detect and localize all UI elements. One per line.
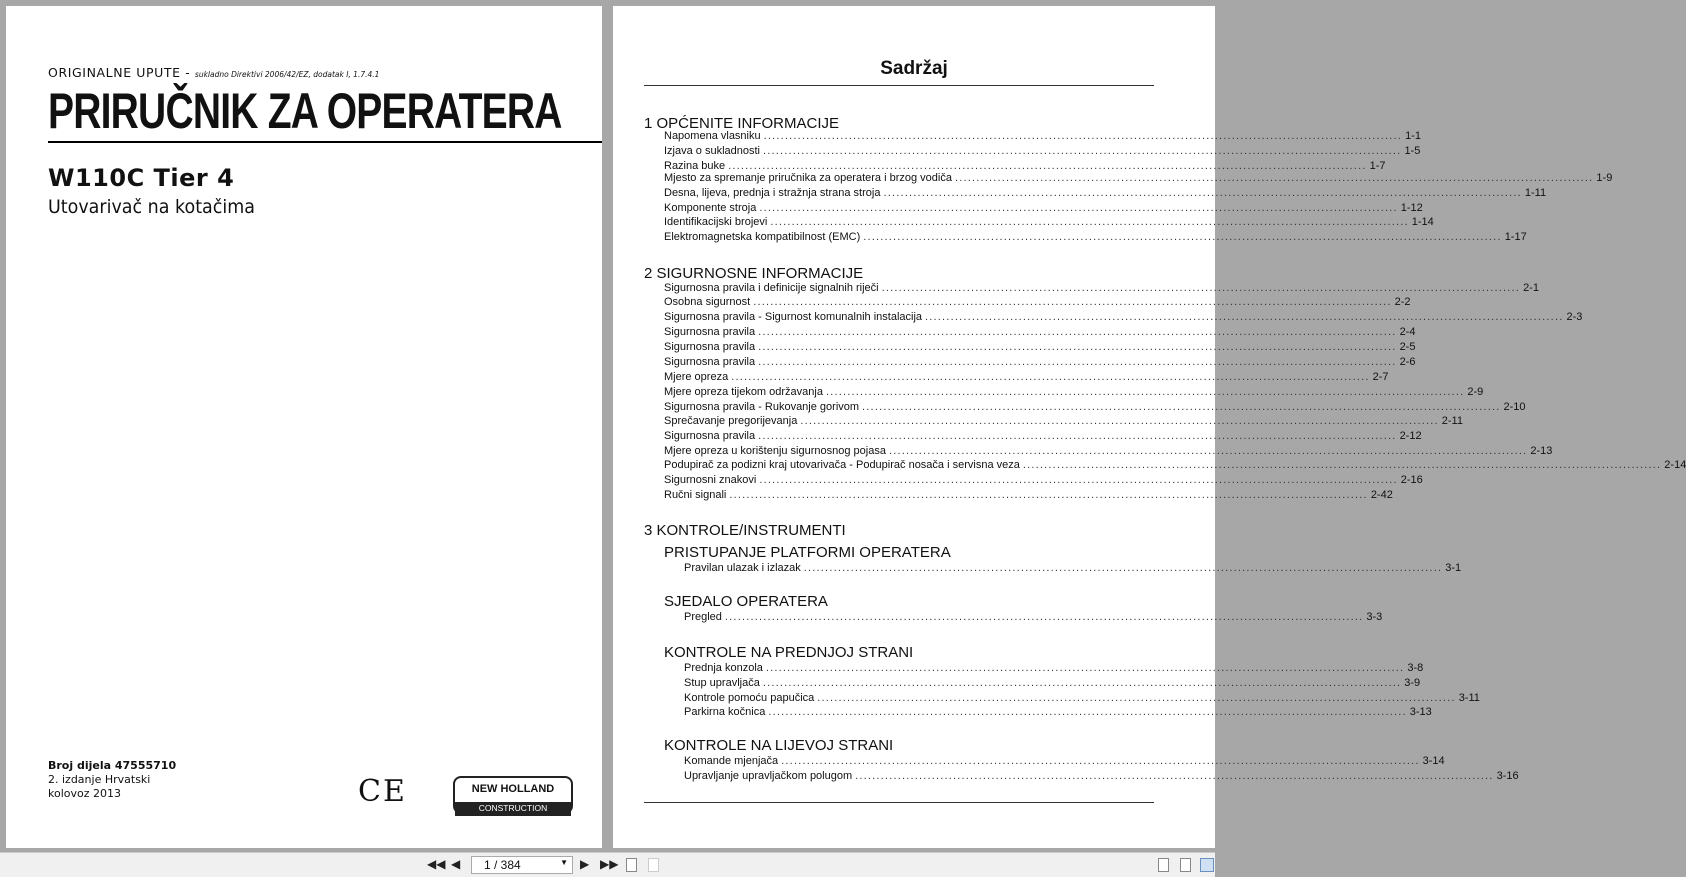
toc-entry-title: Stup upravljača — [684, 677, 760, 689]
toc-entry-title: Sigurnosna pravila — [664, 430, 756, 442]
machine-type: Utovarivač na kotačima — [48, 196, 255, 218]
toc-page-number: 3-8 — [1407, 662, 1424, 674]
dot-leader: ...................................................................................................................................................... — [881, 282, 1521, 294]
dot-leader: ...................................................................................................................................................... — [817, 692, 1456, 704]
toc-page-number: 2-2 — [1394, 296, 1411, 308]
toc-entry[interactable] — [684, 770, 1519, 783]
last-page-button[interactable]: ▶▶ — [600, 857, 619, 871]
toc-page-number: 2-42 — [1370, 489, 1393, 501]
toc-entry-title: Upravljanje upravljačkom polugom — [684, 770, 853, 782]
dot-leader: ...................................................................................................................................................... — [954, 172, 1594, 184]
toc-page-number: 1-12 — [1400, 202, 1423, 214]
footer-rule — [644, 802, 1154, 803]
toc-entry-title: Identifikacijski brojevi — [664, 216, 768, 228]
toc-entry-title: Elektromagnetska kompatibilnost (EMC) — [664, 231, 861, 243]
toc-entry[interactable] — [684, 662, 1424, 675]
dot-leader: ...................................................................................................................................................... — [728, 160, 1367, 172]
toc-page-number: 1-5 — [1404, 145, 1421, 157]
toc-entry[interactable] — [664, 371, 1389, 384]
toc-entry-title: Pravilan ulazak i izlazak — [684, 562, 801, 574]
toc-subsection[interactable]: KONTROLE NA PREDNJOJ STRANI — [664, 644, 914, 661]
toc-entry-title: Napomena vlasniku — [664, 130, 761, 142]
heading-rule — [644, 85, 1154, 86]
toc-entry[interactable] — [664, 172, 1613, 185]
toc-page-number: 3-3 — [1366, 611, 1383, 623]
toc-page-number: 2-3 — [1566, 311, 1583, 323]
toc-entry[interactable] — [684, 562, 1462, 575]
toc-entry[interactable] — [664, 415, 1463, 428]
toc-entry[interactable] — [664, 216, 1434, 229]
toc-page-number: 2-13 — [1530, 445, 1553, 457]
dot-leader: ...................................................................................................................................................... — [758, 326, 1397, 338]
toc-entry[interactable] — [664, 356, 1416, 369]
toc-entry[interactable] — [664, 474, 1423, 487]
dot-leader: ...................................................................................................................................................... — [759, 474, 1398, 486]
toc-page-number: 1-7 — [1369, 160, 1386, 172]
two-page-view-icon[interactable] — [1200, 858, 1214, 872]
dot-leader: ...................................................................................................................................................... — [863, 231, 1502, 243]
toc-page-number: 3-14 — [1422, 755, 1445, 767]
dot-leader: ...................................................................................................................................................... — [758, 356, 1397, 368]
dot-leader: ...................................................................................................................................................... — [731, 371, 1370, 383]
toc-entry-title: Komande mjenjača — [684, 755, 779, 767]
dot-leader: ...................................................................................................................................................... — [825, 386, 1465, 398]
toc-entry-title: Mjere opreza — [664, 371, 729, 383]
toc-page-number: 2-1 — [1523, 282, 1539, 294]
toc-page-number: 1-11 — [1524, 187, 1547, 199]
fit-width-icon[interactable] — [648, 858, 659, 872]
toc-page-number: 2-11 — [1441, 415, 1463, 427]
edition: 2. izdanje Hrvatski — [48, 773, 151, 786]
toc-page-number: 2-5 — [1399, 341, 1416, 353]
dot-leader: ...................................................................................................................................................... — [759, 202, 1398, 214]
toc-entry-title: Sigurnosna pravila - Sigurnost komunalnih instalacija — [664, 311, 923, 323]
page-indicator: 1 / 384 — [484, 858, 521, 872]
toc-page-number: 3-16 — [1496, 770, 1519, 782]
toc-entry-title: Sigurnosna pravila — [664, 326, 756, 338]
cover-page — [6, 6, 602, 848]
toc-entry[interactable] — [664, 145, 1421, 158]
toc-entry[interactable] — [664, 341, 1416, 354]
dot-leader: ...................................................................................................................................................... — [758, 341, 1397, 353]
toc-entry-title: Prednja konzola — [684, 662, 763, 674]
dot-leader: ...................................................................................................................................................... — [753, 296, 1392, 308]
previous-page-button[interactable]: ◀ — [451, 857, 461, 871]
dot-leader: ...................................................................................................................................................... — [770, 216, 1409, 228]
toc-page-number: 2-10 — [1503, 401, 1526, 413]
viewer-toolbar — [0, 852, 1215, 877]
publication-info — [48, 759, 176, 801]
toc-entry[interactable] — [664, 202, 1423, 215]
toc-entry[interactable] — [684, 611, 1383, 624]
dot-leader: ...................................................................................................................................................... — [763, 130, 1403, 142]
toc-entry-title: Komponente stroja — [664, 202, 757, 214]
toc-page-number: 3-11 — [1458, 692, 1480, 704]
contents-heading: Sadržaj — [880, 58, 948, 79]
toc-entry-title: Mjere opreza u korištenju sigurnosnog pojasa — [664, 445, 886, 457]
toc-entry[interactable] — [664, 489, 1393, 502]
dot-leader: ...................................................................................................................................................... — [925, 311, 1564, 323]
dot-leader: ...................................................................................................................................................... — [729, 489, 1368, 501]
ce-mark-icon: CE — [358, 774, 407, 809]
toc-entry[interactable] — [684, 692, 1480, 705]
toc-entry-title: Podupirač za podizni kraj utovarivača - Podupirač nosača i servisna veza — [664, 459, 1020, 471]
toc-entry[interactable] — [664, 326, 1416, 339]
toc-entry[interactable] — [684, 706, 1432, 719]
toc-page-number: 2-9 — [1467, 386, 1484, 398]
toc-entry-title: Ručni signali — [664, 489, 727, 501]
toc-entry-title: Sprečavanje pregorijevanja — [664, 415, 798, 427]
toc-entry-title: Sigurnosna pravila i definicije signalnih riječi — [664, 282, 879, 294]
toc-section[interactable]: 1 OPĆENITE INFORMACIJE — [644, 115, 840, 132]
toc-section[interactable]: 2 SIGURNOSNE INFORMACIJE — [644, 265, 864, 282]
title-rule — [48, 141, 602, 143]
toc-entry-title: Sigurnosni znakovi — [664, 474, 757, 486]
toc-entry[interactable] — [664, 445, 1553, 458]
logo-division: CONSTRUCTION — [455, 802, 571, 816]
toc-entry[interactable] — [684, 677, 1421, 690]
toc-entry[interactable] — [664, 130, 1421, 143]
model-name: W110C Tier 4 — [48, 164, 235, 192]
toc-entry[interactable] — [664, 430, 1422, 443]
toc-entry[interactable] — [664, 296, 1411, 309]
toc-page-number: 1-14 — [1411, 216, 1434, 228]
toc-subsection[interactable]: PRISTUPANJE PLATFORMI OPERATERA — [664, 544, 951, 561]
toc-page-number: 2-4 — [1399, 326, 1416, 338]
dot-leader: ...................................................................................................................................................... — [888, 445, 1528, 457]
original-label: ORIGINALNE UPUTE - — [48, 65, 195, 80]
dot-leader: ...................................................................................................................................................... — [781, 755, 1420, 767]
manual-title: PRIRUČNIK ZA OPERATERA — [48, 83, 562, 139]
next-page-button[interactable]: ▶ — [580, 857, 590, 871]
contents-page — [613, 6, 1686, 848]
dot-leader: ...................................................................................................................................................... — [724, 611, 1364, 623]
toc-subsection[interactable]: KONTROLE NA LIJEVOJ STRANI — [664, 737, 894, 754]
toc-entry[interactable] — [664, 401, 1526, 414]
dot-leader: ...................................................................................................................................................... — [762, 677, 1402, 689]
chevron-down-icon[interactable]: ▼ — [560, 858, 568, 867]
fit-page-icon[interactable] — [626, 858, 637, 872]
toc-entry-title: Kontrole pomoću papučica — [684, 692, 815, 704]
toc-entry-title: Sigurnosna pravila — [664, 356, 756, 368]
toc-subsection[interactable]: SJEDALO OPERATERA — [664, 593, 828, 610]
page-number-input[interactable] — [471, 856, 573, 874]
toc-entry-title: Pregled — [684, 611, 722, 623]
toc-entry-title: Sigurnosna pravila - Rukovanje gorivom — [664, 401, 860, 413]
new-holland-logo — [453, 776, 573, 814]
toc-page-number: 2-14 — [1664, 459, 1686, 471]
logo-brand: NEW HOLLAND — [471, 783, 555, 795]
toc-page-number: 2-7 — [1372, 371, 1389, 383]
toc-entry[interactable] — [664, 282, 1539, 295]
toc-section[interactable]: 3 KONTROLE/INSTRUMENTI — [644, 522, 846, 539]
publication-date: kolovoz 2013 — [48, 787, 121, 800]
toc-entry[interactable] — [664, 311, 1583, 324]
dot-leader: ...................................................................................................................................................... — [855, 770, 1494, 782]
single-page-view-icon[interactable] — [1158, 858, 1169, 872]
toc-entry-title: Parkirna kočnica — [684, 706, 766, 718]
toc-page-number: 3-13 — [1409, 706, 1432, 718]
toc-page-number: 1-17 — [1504, 231, 1527, 243]
dot-leader: ...................................................................................................................................................... — [800, 415, 1439, 427]
toc-page-number: 3-9 — [1404, 677, 1421, 689]
toc-entry-title: Desna, lijeva, prednja i stražnja strana stroja — [664, 187, 881, 199]
dot-leader: ...................................................................................................................................................... — [803, 562, 1443, 574]
toc-entry-title: Osobna sigurnost — [664, 296, 751, 308]
directive-note: sukladno Direktivi 2006/42/EZ, dodatak I, 1.7.4.1 — [194, 70, 380, 79]
toc-page-number: 2-6 — [1399, 356, 1416, 368]
toc-entry[interactable] — [664, 231, 1527, 244]
toc-entry-title: Mjere opreza tijekom održavanja — [664, 386, 823, 398]
toc-entry[interactable] — [664, 459, 1686, 472]
first-page-button[interactable]: ◀◀ — [427, 857, 446, 871]
part-number: Broj dijela 47555710 — [48, 759, 177, 772]
toc-page-number: 1-1 — [1405, 130, 1421, 142]
dot-leader: ...................................................................................................................................................... — [768, 706, 1407, 718]
toc-page-number: 3-1 — [1445, 562, 1462, 574]
toc-entry[interactable] — [664, 187, 1547, 200]
toc-page-number: 1-9 — [1596, 172, 1613, 184]
dot-leader: ...................................................................................................................................................... — [1022, 459, 1662, 471]
toc-entry[interactable] — [664, 386, 1484, 399]
toc-entry-title: Sigurnosna pravila — [664, 341, 756, 353]
dot-leader: ...................................................................................................................................................... — [765, 662, 1405, 674]
continuous-view-icon[interactable] — [1180, 858, 1191, 872]
original-instructions — [48, 65, 379, 80]
toc-page-number: 2-12 — [1399, 430, 1422, 442]
dot-leader: ...................................................................................................................................................... — [763, 145, 1402, 157]
toc-entry-title: Mjesto za spremanje priručnika za operatera i brzog vodiča — [664, 172, 952, 184]
dot-leader: ...................................................................................................................................................... — [862, 401, 1501, 413]
dot-leader: ...................................................................................................................................................... — [758, 430, 1397, 442]
dot-leader: ...................................................................................................................................................... — [883, 187, 1522, 199]
toc-entry[interactable] — [684, 755, 1445, 768]
toc-entry-title: Izjava o sukladnosti — [664, 145, 760, 157]
toc-page-number: 2-16 — [1400, 474, 1423, 486]
toc-entry-title: Razina buke — [664, 160, 726, 172]
